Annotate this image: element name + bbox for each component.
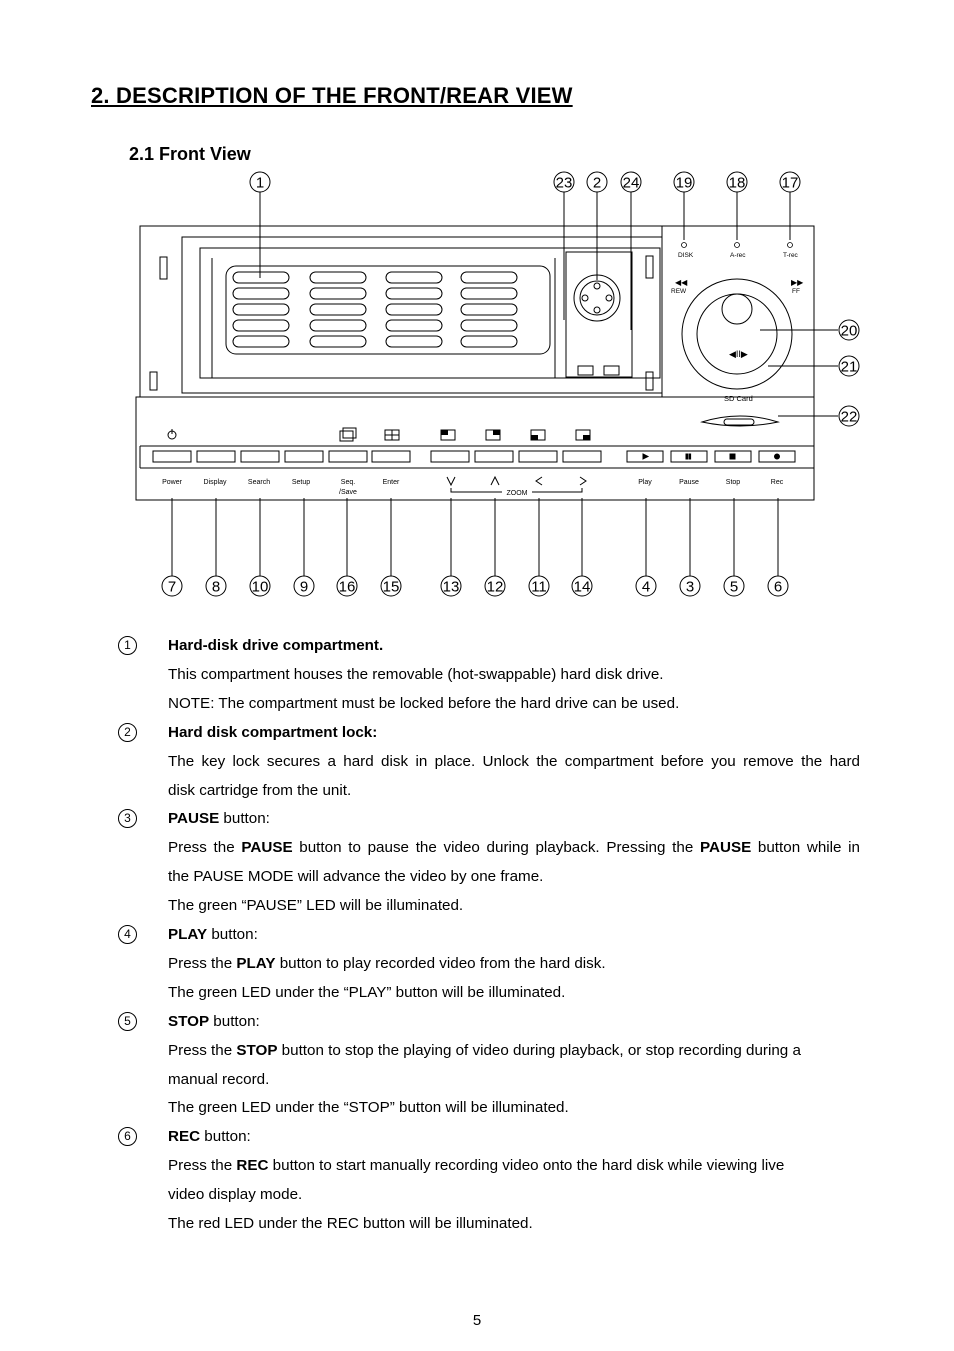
page-number: 5	[472, 1312, 482, 1329]
callout-15	[381, 576, 401, 596]
callout-12	[485, 576, 505, 596]
item-description: The green LED under the “PLAY” button will be illuminated.	[168, 983, 566, 1001]
vent-slot	[310, 336, 366, 347]
vent-slot	[310, 288, 366, 299]
svg-text:3: 3	[685, 578, 695, 596]
callout-11	[529, 576, 549, 596]
item-description: disk cartridge from the unit.	[168, 781, 352, 799]
item-title: PAUSE button:	[168, 810, 270, 828]
vent-slot	[386, 336, 442, 347]
front-button-4[interactable]	[329, 451, 367, 462]
ff-icon: ▶▶	[791, 278, 804, 287]
item-description: NOTE: The compartment must be locked before the hard drive can be used.	[168, 694, 680, 712]
svg-text:11: 11	[531, 578, 547, 596]
item-number-2: 2	[118, 723, 138, 743]
item-description: The green LED under the “STOP” button will be illuminated.	[168, 1099, 569, 1117]
svg-text:6: 6	[773, 578, 783, 596]
led-label-arec: A-rec	[730, 252, 746, 259]
callout-23	[554, 172, 574, 192]
item-description: This compartment houses the removable (hot-swappable) hard disk drive.	[168, 665, 664, 683]
button-label: Display	[203, 479, 227, 486]
vent-slot	[310, 320, 366, 331]
front-button-8[interactable]	[519, 451, 557, 462]
button-label: Stop	[725, 479, 741, 486]
item-title: Hard disk compartment lock:	[168, 723, 378, 741]
front-button-3[interactable]	[285, 451, 323, 462]
callout-22	[839, 406, 859, 426]
item-description: Press the PLAY button to play recorded video from the hard disk.	[168, 954, 606, 972]
item-title: REC button:	[168, 1128, 251, 1146]
lock-mark	[594, 307, 600, 313]
section-title: 2. DESCRIPTION OF THE FRONT/REAR VIEW	[91, 83, 573, 108]
zoom-down-icon	[447, 477, 455, 485]
item-number-3: 3	[118, 809, 138, 829]
svg-text:22: 22	[840, 408, 858, 426]
svg-text:5: 5	[729, 578, 739, 596]
vent-slot	[310, 272, 366, 283]
button-label: Play	[638, 479, 652, 486]
callout-13	[441, 576, 461, 596]
callout-7	[162, 576, 182, 596]
vent-slot	[461, 320, 517, 331]
callout-19	[674, 172, 694, 192]
led-label-trec: T-rec	[783, 252, 798, 259]
vent-slot	[386, 288, 442, 299]
svg-text:24: 24	[622, 174, 640, 192]
rew-label: REW	[671, 288, 687, 295]
vent-slot	[310, 304, 366, 315]
front-view-diagram	[0, 0, 954, 620]
item-description: The key lock secures a hard disk in place. Unlock the compartment before you remove the hard	[168, 752, 860, 770]
rew-icon: ◀◀	[675, 278, 688, 287]
vent-slot	[233, 272, 289, 283]
callout-10	[250, 576, 270, 596]
callout-17	[780, 172, 800, 192]
front-button-5[interactable]	[372, 451, 410, 462]
lock-mark	[594, 283, 600, 289]
item-description: Press the PAUSE button to pause the video during playback. Pressing the PAUSE button while in	[168, 839, 861, 857]
item-title: STOP button:	[168, 1012, 260, 1030]
button-label: Enter	[382, 479, 400, 486]
item-description: The green “PAUSE” LED will be illuminated.	[168, 897, 464, 915]
callout-24	[621, 172, 641, 192]
callout-18	[727, 172, 747, 192]
zoom-up-icon	[491, 477, 499, 485]
item-number-4: 4	[118, 925, 138, 945]
svg-text:21: 21	[840, 358, 858, 376]
vent-slot	[233, 288, 289, 299]
button-label: Setup	[291, 479, 311, 486]
front-button-1[interactable]	[197, 451, 235, 462]
vent-slot	[461, 304, 517, 315]
zoom-right-icon	[580, 477, 586, 485]
button-label: Rec	[770, 479, 784, 486]
button-label: Pause	[679, 479, 699, 486]
callout-20	[839, 320, 859, 340]
callout-1	[250, 172, 270, 192]
svg-text:7: 7	[167, 578, 177, 596]
button-label: Power	[162, 479, 182, 486]
button-label: Seq.	[340, 479, 356, 486]
callout-3	[680, 576, 700, 596]
item-description: the PAUSE MODE will advance the video by one frame.	[168, 868, 544, 886]
svg-text:10: 10	[251, 578, 269, 596]
svg-text:4: 4	[641, 578, 651, 596]
callout-4	[636, 576, 656, 596]
callout-9	[294, 576, 314, 596]
led-label-disk: DISK	[678, 252, 694, 259]
button-label: /Save	[339, 489, 357, 496]
vent-slot	[233, 320, 289, 331]
callout-16	[337, 576, 357, 596]
front-button-0[interactable]	[153, 451, 191, 462]
pause-icon	[686, 454, 688, 459]
vent-slot	[461, 272, 517, 283]
svg-text:18: 18	[728, 174, 746, 192]
item-description: manual record.	[168, 1070, 270, 1088]
item-number-6: 6	[118, 1127, 138, 1147]
svg-text:23: 23	[555, 174, 573, 192]
zoom-left-icon	[536, 477, 542, 485]
svg-text:2: 2	[592, 174, 602, 192]
play-icon	[643, 454, 648, 459]
item-description: Press the STOP button to stop the playing of video during playback, or stop recording during a	[168, 1041, 801, 1059]
svg-text:19: 19	[675, 174, 693, 192]
svg-text:8: 8	[211, 578, 221, 596]
vent-slot	[233, 336, 289, 347]
item-title: PLAY button:	[168, 926, 258, 943]
item-description: The red LED under the REC button will be illuminated.	[168, 1215, 533, 1232]
stop-icon	[730, 454, 735, 459]
item-title: Hard-disk drive compartment.	[168, 637, 384, 654]
vent-slot	[386, 304, 442, 315]
svg-text:15: 15	[382, 578, 400, 596]
svg-text:17: 17	[781, 174, 799, 192]
callout-21	[839, 356, 859, 376]
callout-6	[768, 576, 788, 596]
front-button-9[interactable]	[563, 451, 601, 462]
vent-slot	[233, 304, 289, 315]
play-pause-icon: ◀II▶	[729, 349, 748, 359]
vent-slot	[461, 336, 517, 347]
item-description: Press the REC button to start manually recording video onto the hard disk while viewing live	[168, 1157, 785, 1175]
item-number-1: 1	[118, 636, 138, 656]
callout-8	[206, 576, 226, 596]
sd-card-label: SD Card	[724, 394, 753, 403]
callout-2	[587, 172, 607, 192]
subsection-title: 2.1 Front View	[129, 144, 251, 164]
front-button-2[interactable]	[241, 451, 279, 462]
item-description: video display mode.	[168, 1186, 303, 1204]
zoom-label: ZOOM	[506, 490, 528, 497]
lock-mark	[582, 295, 588, 301]
svg-text:12: 12	[486, 578, 504, 596]
svg-text:20: 20	[840, 322, 858, 340]
svg-text:1: 1	[255, 174, 265, 192]
vent-slot	[386, 272, 442, 283]
svg-text:14: 14	[573, 578, 591, 596]
svg-text:13: 13	[442, 578, 460, 596]
front-button-6[interactable]	[431, 451, 469, 462]
svg-text:9: 9	[299, 578, 309, 596]
svg-text:16: 16	[338, 578, 356, 596]
rec-icon	[775, 454, 780, 459]
callout-5	[724, 576, 744, 596]
front-button-7[interactable]	[475, 451, 513, 462]
callout-14	[572, 576, 592, 596]
vent-slot	[461, 288, 517, 299]
lock-mark	[606, 295, 612, 301]
vent-slot	[386, 320, 442, 331]
item-number-5: 5	[118, 1012, 138, 1032]
button-label: Search	[247, 479, 271, 486]
ff-label: FF	[792, 288, 800, 295]
